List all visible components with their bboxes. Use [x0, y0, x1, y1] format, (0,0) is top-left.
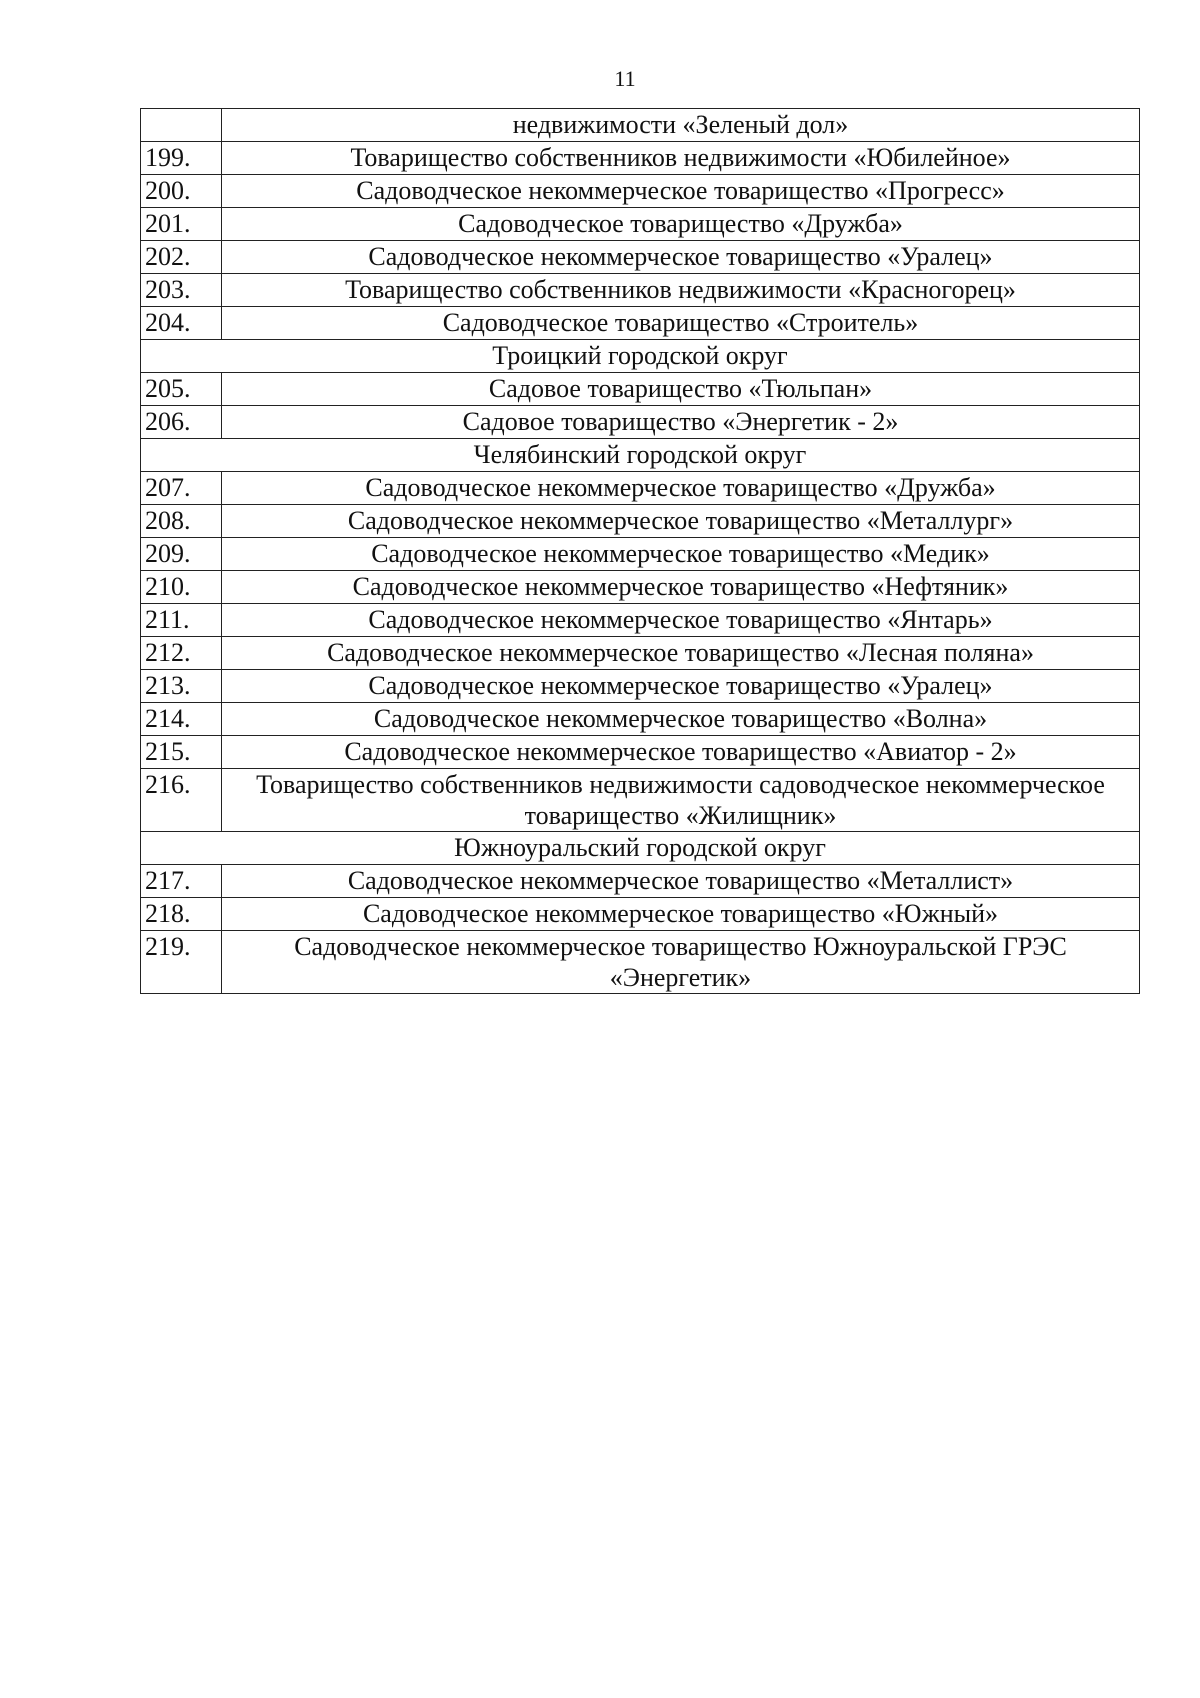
organization-name: Садоводческое некоммерческое товарищество «Уралец» — [222, 670, 1140, 703]
table-row — [141, 142, 1140, 175]
row-number: 205. — [141, 373, 222, 406]
organization-name: Садоводческое некоммерческое товарищество «Дружба» — [222, 472, 1140, 505]
row-number: 207. — [141, 472, 222, 505]
row-number: 210. — [141, 571, 222, 604]
table-row — [141, 769, 1140, 832]
page-number: 11 — [614, 66, 636, 91]
table-row — [141, 637, 1140, 670]
table-row — [141, 571, 1140, 604]
organization-name: Товарищество собственников недвижимости «Красногорец» — [222, 274, 1140, 307]
table-row — [141, 307, 1140, 340]
row-number: 211. — [141, 604, 222, 637]
row-number: 201. — [141, 208, 222, 241]
table-row — [141, 109, 1140, 142]
organization-name: Садоводческое некоммерческое товарищество «Уралец» — [222, 241, 1140, 274]
row-number: 213. — [141, 670, 222, 703]
table-row — [141, 538, 1140, 571]
table-row — [141, 472, 1140, 505]
table-row — [141, 208, 1140, 241]
row-number — [141, 109, 222, 142]
organization-name: Садовое товарищество «Тюльпан» — [222, 373, 1140, 406]
organization-name: недвижимости «Зеленый дол» — [222, 109, 1140, 142]
row-number: 199. — [141, 142, 222, 175]
table-row — [141, 865, 1140, 898]
table-row — [141, 175, 1140, 208]
organization-name: Садоводческое товарищество «Строитель» — [222, 307, 1140, 340]
organization-name: Садоводческое некоммерческое товарищество «Металлург» — [222, 505, 1140, 538]
district-header-row — [141, 439, 1140, 472]
row-number: 214. — [141, 703, 222, 736]
organization-name: Садоводческое некоммерческое товарищество «Металлист» — [222, 865, 1140, 898]
table-row — [141, 736, 1140, 769]
row-number: 204. — [141, 307, 222, 340]
organization-name: Товарищество собственников недвижимости садоводческое некоммерческое товарищество «Жилищник» — [222, 769, 1140, 832]
table-row — [141, 406, 1140, 439]
row-number: 218. — [141, 898, 222, 931]
row-number: 208. — [141, 505, 222, 538]
organization-name: Садоводческое некоммерческое товарищество «Прогресс» — [222, 175, 1140, 208]
table-row — [141, 604, 1140, 637]
organization-name: Садоводческое некоммерческое товарищество «Лесная поляна» — [222, 637, 1140, 670]
organization-name: Садоводческое некоммерческое товарищество «Медик» — [222, 538, 1140, 571]
row-number: 212. — [141, 637, 222, 670]
table-row — [141, 373, 1140, 406]
row-number: 200. — [141, 175, 222, 208]
row-number: 219. — [141, 931, 222, 994]
organization-name: Садоводческое некоммерческое товарищество «Нефтяник» — [222, 571, 1140, 604]
row-number: 215. — [141, 736, 222, 769]
district-header-row — [141, 340, 1140, 373]
organization-name: Садоводческое товарищество «Дружба» — [222, 208, 1140, 241]
table-row — [141, 670, 1140, 703]
organization-name: Товарищество собственников недвижимости «Юбилейное» — [222, 142, 1140, 175]
district-name: Южноуральский городской округ — [141, 832, 1140, 865]
district-name: Челябинский городской округ — [141, 439, 1140, 472]
table-row — [141, 505, 1140, 538]
row-number: 202. — [141, 241, 222, 274]
organization-name: Садоводческое некоммерческое товарищество «Волна» — [222, 703, 1140, 736]
organization-name: Садоводческое некоммерческое товарищество «Южный» — [222, 898, 1140, 931]
row-number: 216. — [141, 769, 222, 832]
registry-table — [140, 108, 1140, 994]
row-number: 217. — [141, 865, 222, 898]
table-row — [141, 931, 1140, 994]
row-number: 206. — [141, 406, 222, 439]
table-row — [141, 898, 1140, 931]
registry-table-body — [141, 109, 1140, 994]
row-number: 203. — [141, 274, 222, 307]
table-row — [141, 241, 1140, 274]
organization-name: Садоводческое некоммерческое товарищество «Янтарь» — [222, 604, 1140, 637]
organization-name: Садоводческое некоммерческое товарищество Южноуральской ГРЭС «Энергетик» — [222, 931, 1140, 994]
row-number: 209. — [141, 538, 222, 571]
organization-name: Садовое товарищество «Энергетик - 2» — [222, 406, 1140, 439]
organization-name: Садоводческое некоммерческое товарищество «Авиатор - 2» — [222, 736, 1140, 769]
table-row — [141, 703, 1140, 736]
table-row — [141, 274, 1140, 307]
district-header-row — [141, 832, 1140, 865]
district-name: Троицкий городской округ — [141, 340, 1140, 373]
